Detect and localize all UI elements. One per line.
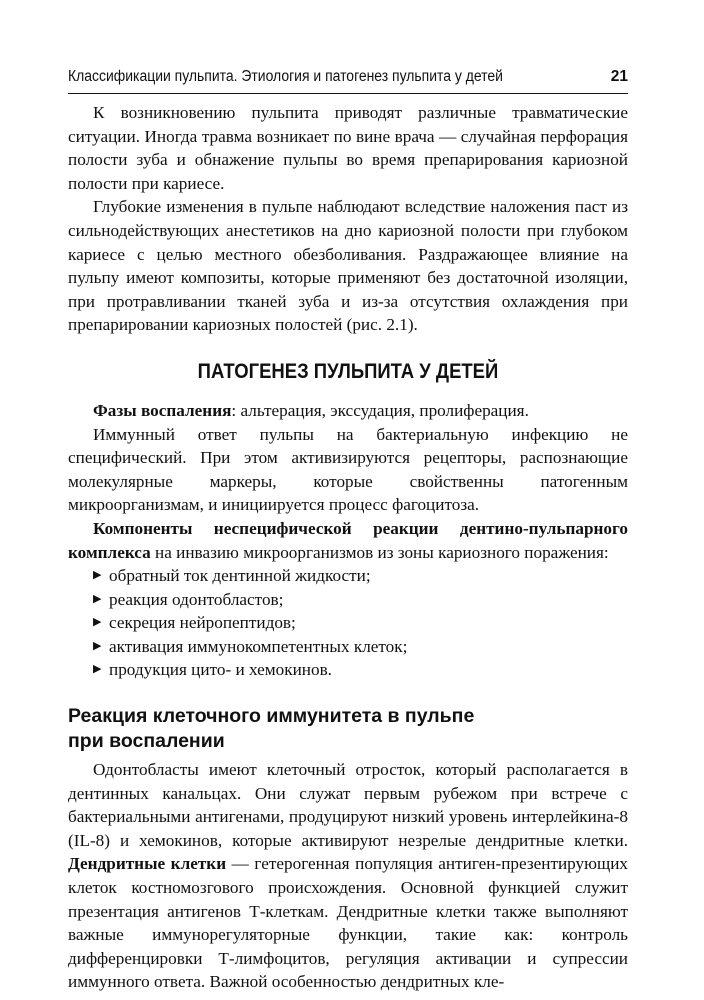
phases-text: : альтерация, экссудация, пролиферация. xyxy=(231,400,529,420)
phases-label: Фазы воспаления xyxy=(93,400,232,420)
components-label: Компоненты неспецифической реакции дентино-пульпарного комплекса xyxy=(68,518,628,562)
paragraph-deep-changes: Глубокие изменения в пульпе наблюдают вследствие наложения паст из сильнодействующих анестетиков на дно кариозной полости при глубоком кариесе с целью местного обезболивания. Раздражающее влияние на пульпу имеют композиты, которые применяют без достаточной изоляции, при протравливании тканей зуба и из-за отсутствия охлаждения при препарировании кариозных полостей (рис. 2.1). xyxy=(68,197,628,335)
subsection-heading-line2: при воспалении xyxy=(68,730,225,753)
running-header xyxy=(68,68,628,90)
triangle-bullet-icon: ▶ xyxy=(93,592,102,605)
running-header-title: Классификации пульпита. Этиология и патогенез пульпита у детей xyxy=(68,68,503,85)
paragraph-phases xyxy=(68,399,628,423)
odontoblasts-text: Одонтобласты имеют клеточный отросток, который располагается в дентинных канальцах. Они служат первым рубежом при встрече с бактериальными антигенами, продуцируют низкий уровень интерлейкина-8 (IL-8) и хемокинов, которые активируют незрелые дендритные клетки. xyxy=(68,760,628,850)
header-rule xyxy=(68,93,628,94)
list-item-text: продукция цито- и хемокинов. xyxy=(109,660,332,680)
book-page xyxy=(68,0,628,1000)
subsection-heading-line1: Реакция клеточного иммунитета в пульпе xyxy=(68,705,475,728)
paragraph-odontoblasts xyxy=(68,758,628,994)
components-text: на инвазию микроорганизмов из зоны кариозного поражения: xyxy=(150,542,609,562)
subsection-heading xyxy=(68,704,628,754)
paragraph-components xyxy=(68,517,628,564)
list-item xyxy=(93,611,628,635)
list-item xyxy=(93,588,628,612)
triangle-bullet-icon: ▶ xyxy=(93,569,102,582)
body-text xyxy=(68,101,628,994)
paragraph-immune: Иммунный ответ пульпы на бактериальную инфекцию не специфический. При этом активизируются рецепторы, распознающие молекулярные маркеры, которые свойственны патогенным микроорганизмам, и инициируется процесс фагоцитоза. xyxy=(68,424,628,515)
list-item xyxy=(93,658,628,682)
triangle-bullet-icon: ▶ xyxy=(93,663,102,676)
triangle-bullet-icon: ▶ xyxy=(93,639,102,652)
list-item-text: секреция нейропептидов; xyxy=(109,613,296,633)
triangle-bullet-icon: ▶ xyxy=(93,616,102,629)
page-number: 21 xyxy=(610,68,628,85)
list-item xyxy=(93,564,628,588)
dendritic-label: Дендритные клетки xyxy=(68,854,227,874)
list-item-text: реакция одонтобластов; xyxy=(109,589,284,609)
paragraph-trauma: К возникновению пульпита приводят различные травматические ситуации. Иногда травма возникает по вине врача — случайная перфорация полости зуба и обнажение пульпы во время препарирования кариозной полости при кариесе. xyxy=(68,103,628,193)
section-heading: ПАТОГЕНЕЗ ПУЛЬПИТА У ДЕТЕЙ xyxy=(197,359,499,383)
dendritic-text: — гетерогенная популяция антиген-презентирующих клеток костномозгового происхождения. Основной функцией служит презентация антигенов Т-клеткам. Дендритные клетки также выполняют важные иммунорегуляторные функции, такие как: контроль дифференцировки Т-лимфоцитов, регуляция активации и супрессии иммунного ответа. Важной особенностью дендритных кле- xyxy=(68,854,628,992)
list-item-text: активация иммунокомпетентных клеток; xyxy=(109,636,408,656)
components-list xyxy=(68,564,628,682)
list-item xyxy=(93,635,628,659)
list-item-text: обратный ток дентинной жидкости; xyxy=(109,566,371,586)
